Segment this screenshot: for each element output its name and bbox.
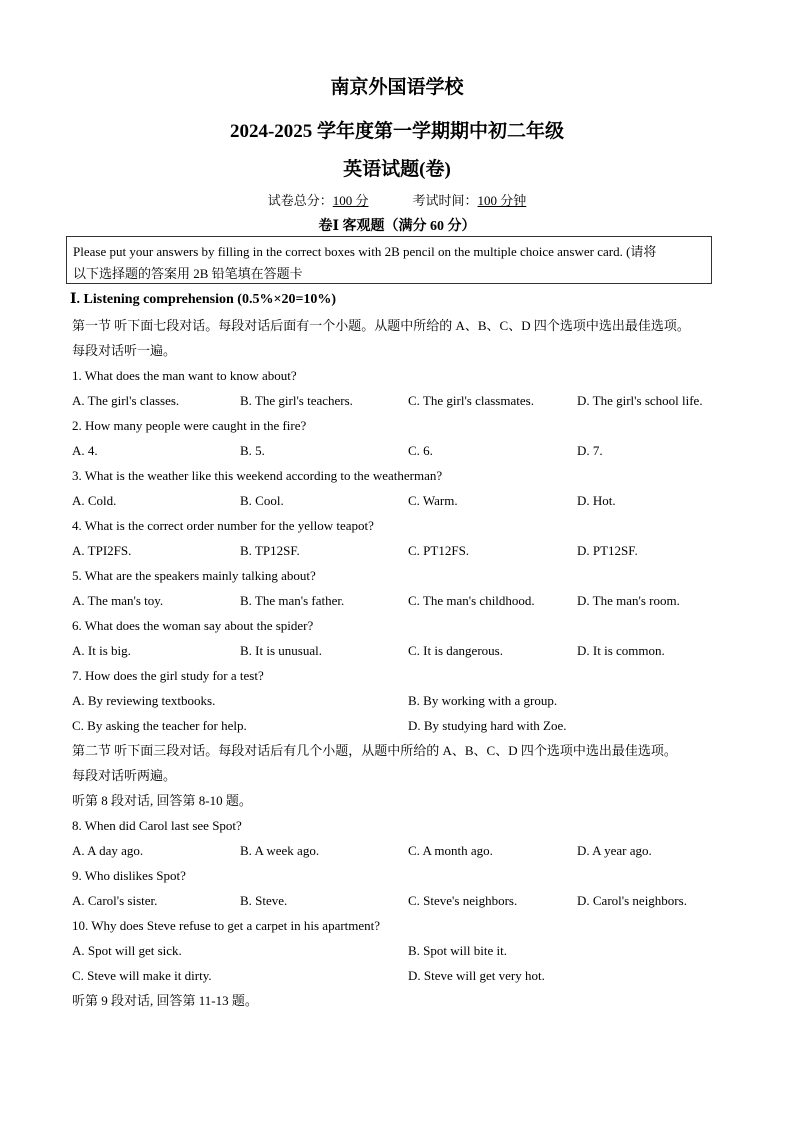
option-c: C. Warm.: [408, 493, 458, 508]
option-c: C. It is dangerous.: [408, 643, 503, 658]
option-d: D. The girl's school life.: [577, 393, 703, 408]
score-value: 100 分: [332, 193, 369, 208]
section-instruction: 第一节 听下面七段对话。每段对话后面有一个小题。从题中所给的 A、B、C、D 四个选项中选出最佳选项。: [72, 318, 690, 333]
school-name: 南京外国语学校: [330, 77, 464, 98]
question-text: 4. What is the correct order number for the yellow teapot?: [72, 518, 374, 533]
question-text: 10. Why does Steve refuse to get a carpet in his apartment?: [72, 918, 381, 933]
question-text: 7. How does the girl study for a test?: [72, 668, 264, 683]
dialog-instruction: 听第 8 段对话, 回答第 8-10 题。: [72, 793, 252, 808]
score-label: 试卷总分：: [267, 193, 333, 208]
option-b: B. It is unusual.: [240, 643, 322, 658]
option-a: A. 4.: [72, 443, 98, 458]
part-title: Ⅰ. Listening comprehension (0.5%×20=10%): [70, 292, 337, 307]
question-text: 5. What are the speakers mainly talking about?: [72, 568, 316, 583]
option-c: C. The man's childhood.: [408, 593, 535, 608]
time-value: 100 分钟: [477, 193, 527, 208]
instruction-box: [66, 236, 712, 284]
option-a: A. Cold.: [72, 493, 117, 508]
option-a: A. The man's toy.: [72, 593, 164, 608]
option-b: B. 5.: [240, 443, 265, 458]
option-a: A. A day ago.: [72, 843, 144, 858]
option-a: A. Spot will get sick.: [72, 943, 182, 958]
question-text: 9. Who dislikes Spot?: [72, 868, 186, 883]
option-a: A. Carol's sister.: [72, 893, 158, 908]
option-b: B. TP12SF.: [240, 543, 300, 558]
dialog-instruction: 听第 9 段对话, 回答第 11-13 题。: [72, 993, 258, 1008]
option-d: D. Hot.: [577, 493, 616, 508]
instruction-line: Please put your answers by filling in the correct boxes with 2B pencil on the multiple choice answer card. (请将: [73, 244, 657, 259]
section-instruction: 第二节 听下面三段对话。每段对话后有几个小题，从题中所给的 A、B、C、D 四个选项中选出最佳选项。: [72, 743, 677, 758]
option-a: A. It is big.: [72, 643, 131, 658]
question-text: 3. What is the weather like this weekend according to the weatherman?: [72, 468, 443, 483]
question-text: 8. When did Carol last see Spot?: [72, 818, 242, 833]
section-title: 卷Ⅰ 客观题（满分 60 分）: [318, 219, 476, 234]
option-d: D. Steve will get very hot.: [408, 968, 545, 983]
question-text: 6. What does the woman say about the spider?: [72, 618, 314, 633]
option-c: C. Steve's neighbors.: [408, 893, 518, 908]
option-b: B. The girl's teachers.: [240, 393, 353, 408]
subject-title: 英语试题(卷): [343, 159, 451, 180]
option-b: B. Spot will bite it.: [408, 943, 507, 958]
option-b: B. Cool.: [240, 493, 284, 508]
option-d: D. By studying hard with Zoe.: [408, 718, 567, 733]
option-a: A. The girl's classes.: [72, 393, 180, 408]
option-b: B. The man's father.: [240, 593, 345, 608]
option-b: B. By working with a group.: [408, 693, 558, 708]
option-b: B. Steve.: [240, 893, 288, 908]
exam-meta: [0, 190, 794, 209]
option-c: C. A month ago.: [408, 843, 493, 858]
option-c: C. PT12FS.: [408, 543, 470, 558]
option-d: D. A year ago.: [577, 843, 652, 858]
option-d: D. PT12SF.: [577, 543, 638, 558]
option-a: A. By reviewing textbooks.: [72, 693, 216, 708]
term-title: 2024-2025 学年度第一学期期中初二年级: [229, 121, 565, 142]
option-d: D. It is common.: [577, 643, 665, 658]
section-instruction: 每段对话听两遍。: [72, 768, 177, 783]
option-c: C. The girl's classmates.: [408, 393, 534, 408]
instruction-line: 以下选择题的答案用 2B 铅笔填在答题卡: [73, 266, 303, 281]
option-d: D. The man's room.: [577, 593, 680, 608]
option-d: D. 7.: [577, 443, 603, 458]
option-a: A. TPI2FS.: [72, 543, 132, 558]
question-text: 2. How many people were caught in the fire?: [72, 418, 307, 433]
option-d: D. Carol's neighbors.: [577, 893, 687, 908]
option-c: C. Steve will make it dirty.: [72, 968, 212, 983]
option-b: B. A week ago.: [240, 843, 320, 858]
section-instruction: 每段对话听一遍。: [72, 343, 177, 358]
option-c: C. By asking the teacher for help.: [72, 718, 247, 733]
time-label: 考试时间：: [412, 193, 478, 208]
question-text: 1. What does the man want to know about?: [72, 368, 297, 383]
option-c: C. 6.: [408, 443, 433, 458]
